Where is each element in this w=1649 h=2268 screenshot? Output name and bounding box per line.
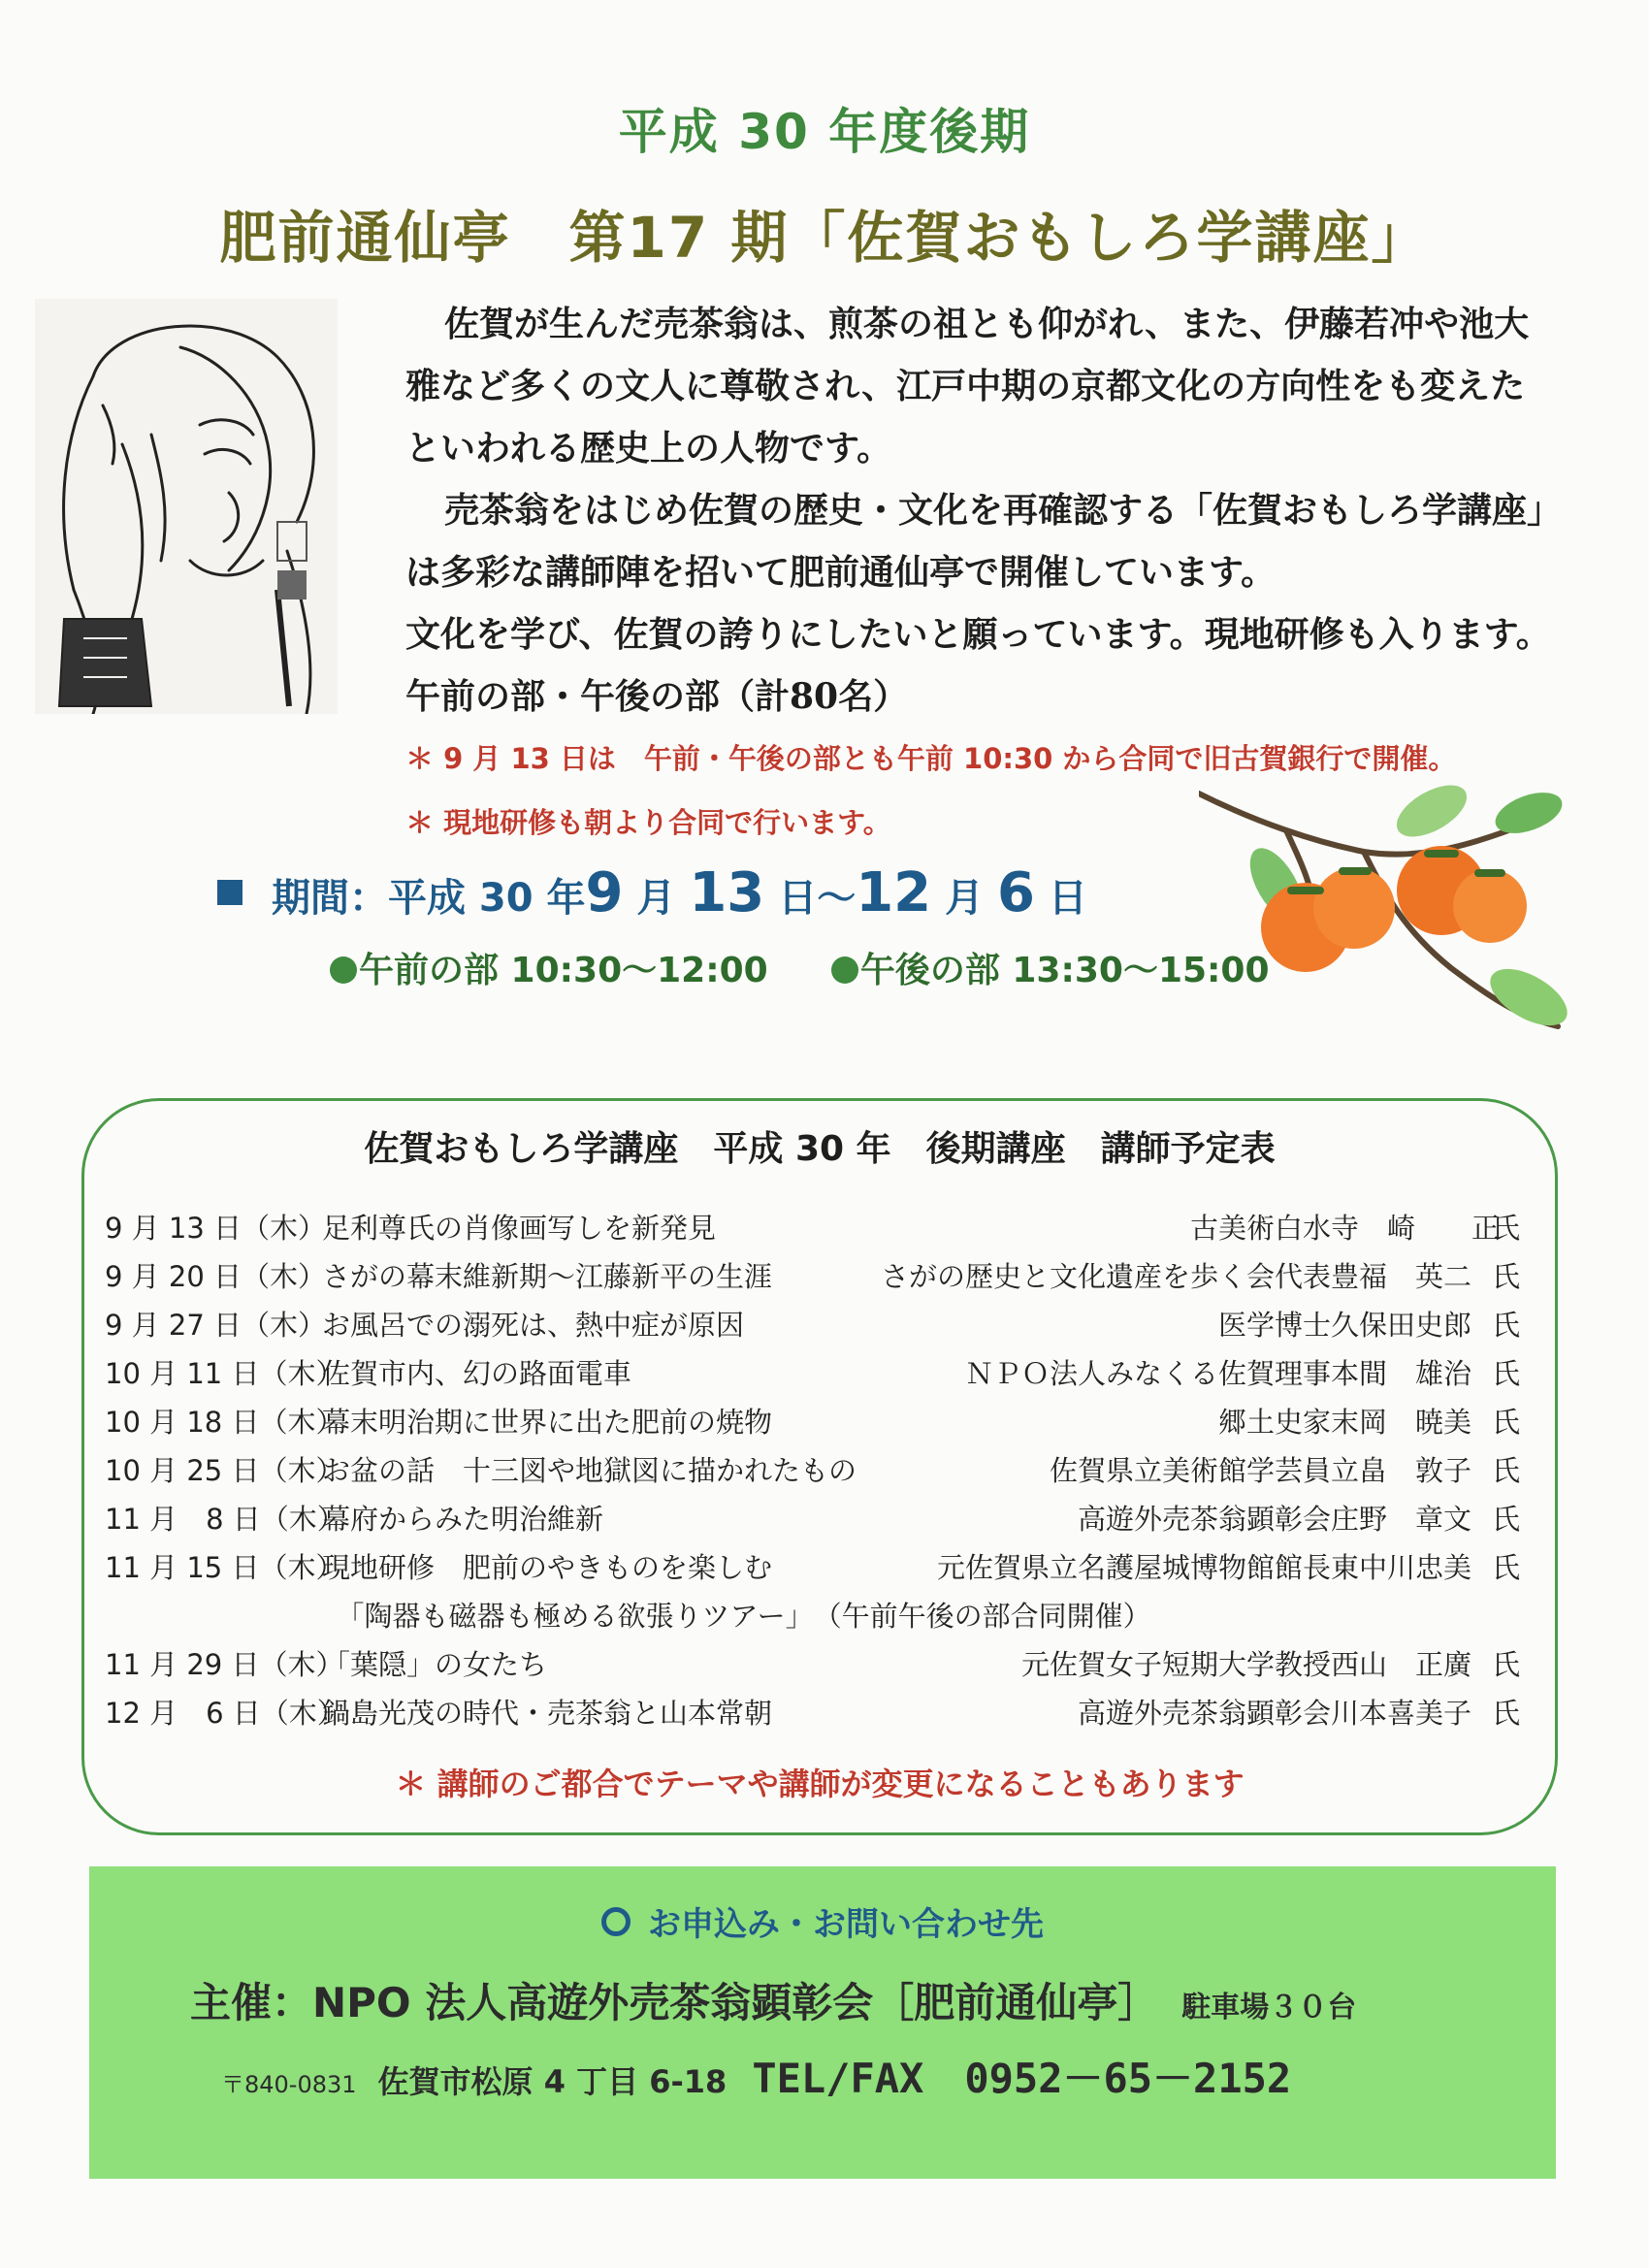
note-joint-session: ＊ 9 月 13 日は 午前・午後の部とも午前 10:30 から合同で旧古賀銀行で開催。 (405, 742, 1457, 775)
period-end-month: 12 (856, 861, 932, 924)
row-lecturer: 本間 雄治 (1331, 1357, 1472, 1390)
contact-heading-label: お申込み・お問い合わせ先 (648, 1905, 1044, 1944)
intro-line: といわれる歴史上の人物です。 (405, 428, 892, 469)
row-affiliation: 古美術白水 (1189, 1212, 1331, 1245)
row-affiliation: 佐賀県立美術館学芸員 (1049, 1454, 1331, 1487)
row-affiliation: 元佐賀県立名護屋城博物館館長 (936, 1551, 1331, 1584)
period-unit: 月 (623, 876, 690, 921)
schedule-change-note: ＊ 講師のご都合でテーマや講師が変更になることもあります (395, 1766, 1245, 1802)
afternoon-session: 午後の部 13:30～15:00 (859, 951, 1270, 990)
parking-info: 駐車場３０台 (1181, 1991, 1357, 2025)
row-honorific: 氏 (1492, 1648, 1521, 1681)
row-date: 9 月 20 日（木） (105, 1260, 327, 1293)
row-topic: さがの幕末維新期～江藤新平の生涯 (322, 1260, 773, 1293)
intro-line: 午前の部・午後の部（計80名） (405, 676, 909, 717)
row-lecturer: 東中川忠美 (1331, 1551, 1472, 1584)
row-affiliation: 高遊外売茶翁顕彰会 (1077, 1503, 1331, 1536)
row-topic: 幕末明治期に世界に出た肥前の焼物 (322, 1406, 773, 1439)
schedule-row (105, 1255, 1521, 1304)
row-affiliation: 医学博士 (1217, 1309, 1331, 1342)
schedule-row (105, 1692, 1521, 1740)
row-honorific: 氏 (1492, 1309, 1521, 1342)
intro-line: は多彩な講師陣を招いて肥前通仙亭で開催しています。 (405, 552, 1277, 593)
row-honorific: 氏 (1492, 1212, 1521, 1245)
row-date: 11 月 8 日（木） (105, 1503, 345, 1536)
period-start-month: 9 (585, 861, 624, 924)
row-honorific: 氏 (1492, 1503, 1521, 1536)
row-lecturer: 久保田史郎 (1331, 1309, 1472, 1342)
schedule-row (105, 1401, 1521, 1449)
row-affiliation: 高遊外売茶翁顕彰会 (1077, 1697, 1331, 1730)
row-topic: 「葉隠」の女たち (322, 1648, 548, 1681)
row-lecturer: 寺 崎 正 (1331, 1212, 1501, 1245)
row-date: 9 月 13 日（木） (105, 1212, 327, 1245)
row-topic: お盆の話 十三図や地獄図に描かれたもの (322, 1454, 857, 1487)
period-unit: 日 (1034, 876, 1087, 921)
period-end-day: 6 (997, 861, 1035, 924)
row-honorific: 氏 (1492, 1260, 1521, 1293)
intro-line: 雅など多くの文人に尊敬され、江戸中期の京都文化の方向性をも変えた (405, 366, 1526, 406)
row-honorific: 氏 (1492, 1697, 1521, 1730)
row-lecturer: 立畠 敦子 (1331, 1454, 1472, 1487)
phone-fax: TEL/FAX 0952－65－2152 (752, 2055, 1292, 2102)
address-line (221, 2047, 1291, 2105)
period-unit: 日～ (764, 876, 857, 921)
schedule-row (105, 1546, 1521, 1595)
schedule-row (105, 1498, 1521, 1546)
session-times (330, 943, 1270, 992)
schedule-row (105, 1352, 1521, 1401)
intro-line: 文化を学び、佐賀の誇りにしたいと願っています。現地研修も入ります。 (405, 614, 1551, 655)
morning-session: 午前の部 10:30～12:00 (359, 951, 768, 990)
row-date: 10 月 11 日（木） (105, 1357, 344, 1390)
row-topic: 足利尊氏の肖像画写しを新発見 (322, 1212, 717, 1245)
persimmon-branch-illustration (1199, 784, 1568, 1044)
bullet-dot-icon (831, 956, 858, 984)
header-title: 肥前通仙亭 第17 期「佐賀おもしろ学講座」 (219, 205, 1430, 271)
row-honorific: 氏 (1492, 1406, 1521, 1439)
row-honorific: 氏 (1492, 1551, 1521, 1584)
row-affiliation: ＮＰＯ法人みなくる佐賀理事 (964, 1357, 1331, 1390)
schedule-row (105, 1304, 1521, 1352)
period-label: 期間：平成 30 年 (272, 876, 586, 921)
intro-line: 売茶翁をはじめ佐賀の歴史・文化を再確認する「佐賀おもしろ学講座」 (444, 490, 1563, 531)
organizer-line (190, 1971, 1356, 2029)
schedule-title: 佐賀おもしろ学講座 平成 30 年 後期講座 講師予定表 (364, 1129, 1276, 1169)
circle-bullet-icon (601, 1907, 630, 1936)
row-topic: 現地研修 肥前のやきものを楽しむ (322, 1551, 773, 1584)
street-address: 佐賀市松原 4 丁目 6-18 (377, 2063, 728, 2100)
course-period (217, 861, 1087, 924)
row-lecturer: 末岡 暁美 (1331, 1406, 1472, 1439)
row-lecturer: 川本喜美子 (1331, 1697, 1472, 1730)
row-topic: 鍋島光茂の時代・売茶翁と山本常朝 (322, 1697, 773, 1730)
square-bullet-icon (217, 880, 242, 905)
row-lecturer: 庄野 章文 (1331, 1503, 1472, 1536)
note-field-trip: ＊ 現地研修も朝より合同で行います。 (405, 806, 891, 839)
schedule-row (105, 1207, 1521, 1255)
row-honorific: 氏 (1492, 1454, 1521, 1487)
row-topic: お風呂での溺死は、熱中症が原因 (322, 1309, 745, 1342)
row-honorific: 氏 (1492, 1357, 1521, 1390)
row-date: 10 月 25 日（木） (105, 1454, 344, 1487)
row-affiliation: 元佐賀女子短期大学教授 (1020, 1648, 1331, 1681)
row-lecturer: 豊福 英二 (1331, 1260, 1472, 1293)
organizer-name: 主催：NPO 法人高遊外売茶翁顕彰会［肥前通仙亭］ (190, 1979, 1159, 2026)
intro-line: 佐賀が生んだ売茶翁は、煎茶の祖とも仰がれ、また、伊藤若冲や池大 (444, 304, 1530, 344)
row-date: 12 月 6 日（木） (105, 1697, 345, 1730)
schedule-row (105, 1643, 1521, 1692)
postal-code: 〒840-0831 (221, 2071, 357, 2098)
row-affiliation: 郷土史家 (1217, 1406, 1331, 1439)
row-lecturer: 西山 正廣 (1331, 1648, 1472, 1681)
contact-heading (89, 1897, 1556, 1945)
row-topic: 「陶器も磁器も極める欲張りツアー」 （午前午後の部合同開催） (322, 1600, 1151, 1633)
bullet-dot-icon (330, 956, 357, 984)
schedule-row (105, 1449, 1521, 1498)
row-affiliation: さがの歴史と文化遺産を歩く会代表 (880, 1260, 1331, 1293)
row-date: 11 月 15 日（木） (105, 1551, 344, 1584)
period-start-day: 13 (689, 861, 765, 924)
row-date: 11 月 29 日（木） (105, 1648, 344, 1681)
row-date: 10 月 18 日（木） (105, 1406, 344, 1439)
row-topic: 佐賀市内、幻の路面電車 (322, 1357, 632, 1390)
portrait-illustration (35, 299, 338, 714)
row-topic: 幕府からみた明治維新 (322, 1503, 604, 1536)
schedule-row (105, 1595, 1521, 1643)
period-unit: 月 (931, 876, 998, 921)
row-date: 9 月 27 日（木） (105, 1309, 327, 1342)
header-year: 平成 30 年度後期 (618, 104, 1031, 160)
